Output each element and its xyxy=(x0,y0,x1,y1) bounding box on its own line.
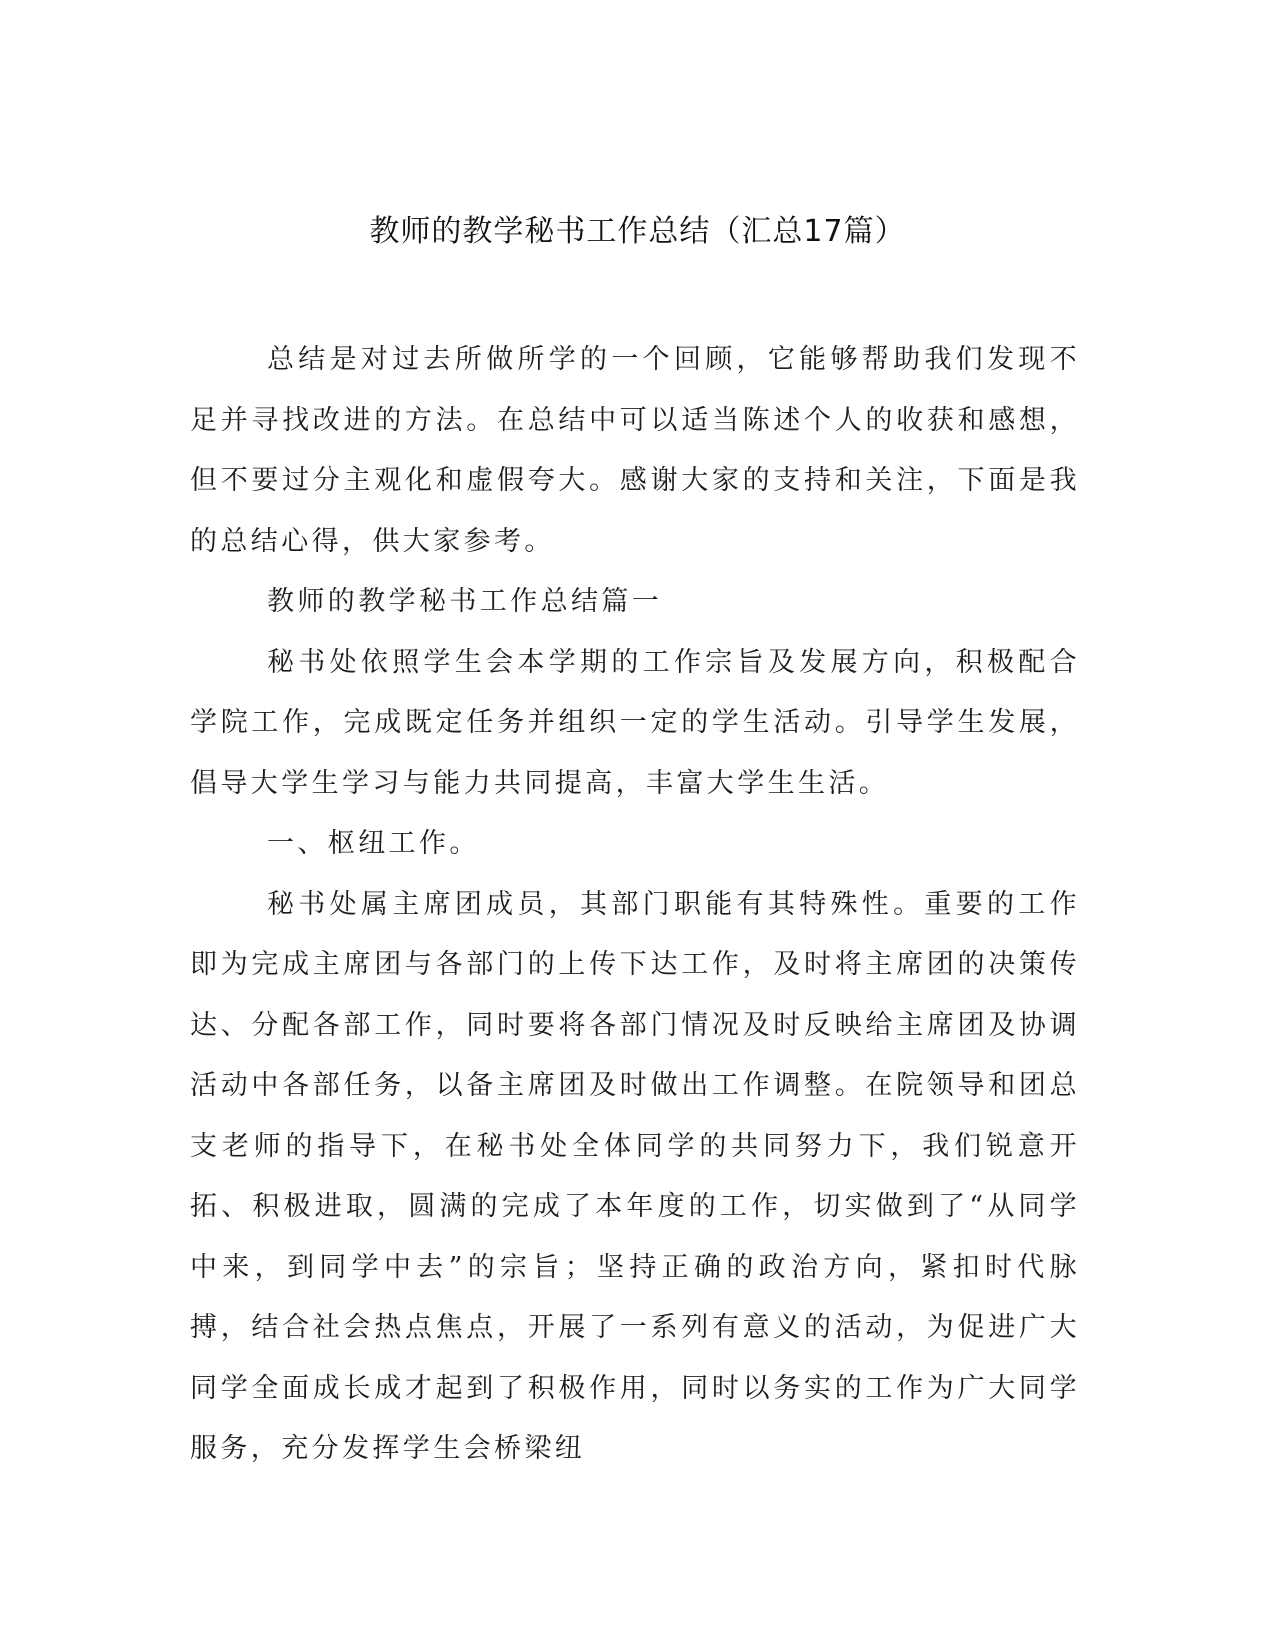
document-body xyxy=(190,330,1080,1480)
body-paragraph: 秘书处属主席团成员，其部门职能有其特殊性。重要的工作即为完成主席团与各部门的上传下达工作，及时将主席团的决策传达、分配各部工作，同时要将各部门情况及时反映给主席团及协调活动中各部任务，以备主席团及时做出工作调整。在院领导和团总支老师的指导下，在秘书处全体同学的共同努力下，我们锐意开拓、积极进取，圆满的完成了本年度的工作，切实做到了“从同学中来，到同学中去”的宗旨；坚持正确的政治方向，紧扣时代脉搏，结合社会热点焦点，开展了一系列有意义的活动，为促进广大同学全面成长成才起到了积极作用，同时以务实的工作为广大同学服务，充分发挥学生会桥梁纽 xyxy=(190,888,1080,1464)
body-paragraph: 秘书处依照学生会本学期的工作宗旨及发展方向，积极配合学院工作，完成既定任务并组织一定的学生活动。引导学生发展，倡导大学生学习与能力共同提高，丰富大学生生活。 xyxy=(190,646,1080,799)
intro-paragraph: 总结是对过去所做所学的一个回顾，它能够帮助我们发现不足并寻找改进的方法。在总结中可以适当陈述个人的收获和感想，但不要过分主观化和虚假夸大。感谢大家的支持和关注，下面是我的总结心得，供大家参考。 xyxy=(190,344,1080,557)
document-title: 教师的教学秘书工作总结（汇总17篇） xyxy=(369,214,906,249)
subsection-heading: 一、枢纽工作。 xyxy=(267,828,480,859)
section-heading-part-one: 教师的教学秘书工作总结篇一 xyxy=(267,586,663,617)
